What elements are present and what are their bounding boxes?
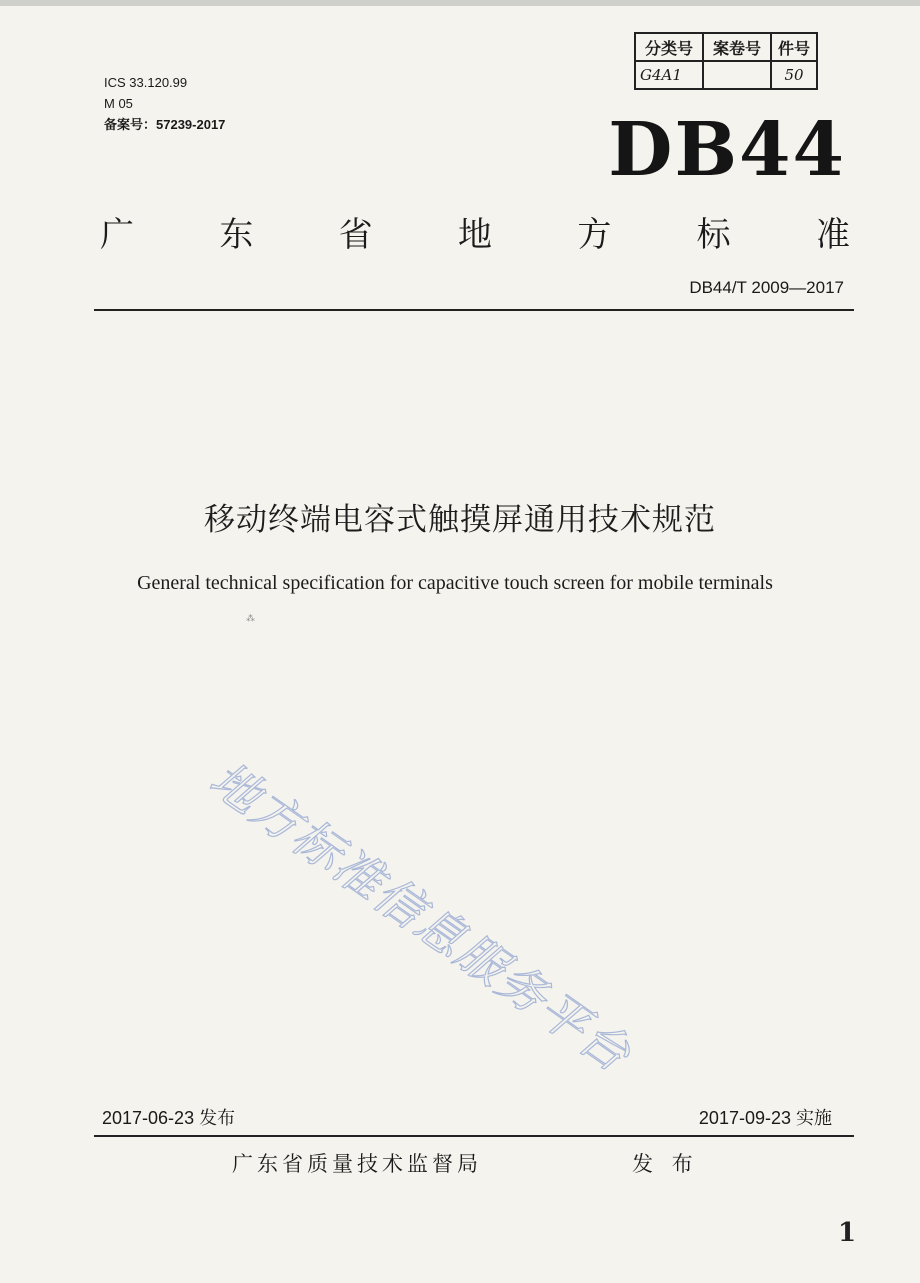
ics-code: ICS 33.120.99 xyxy=(104,75,188,90)
title-char: 标 xyxy=(696,215,731,255)
filing-number: 备案号：57239-2017 xyxy=(104,117,226,132)
standard-type-title xyxy=(100,212,850,258)
title-char: 方 xyxy=(577,215,612,255)
classification-block xyxy=(104,72,225,135)
document-title-english: General technical specification for capacitive touch screen for mobile terminals xyxy=(137,572,773,594)
header-divider xyxy=(94,309,854,311)
footer-divider xyxy=(94,1135,854,1137)
title-char: 准 xyxy=(815,215,850,255)
document-title-chinese: 移动终端电容式触摸屏通用技术规范 xyxy=(204,502,716,538)
ccs-code: M 05 xyxy=(104,96,133,111)
title-char: 东 xyxy=(219,215,254,255)
scan-edge xyxy=(0,0,920,6)
publish-date: 2017-06-23 发布 xyxy=(102,1108,236,1128)
title-char: 省 xyxy=(338,215,373,255)
issue-label: 发 布 xyxy=(632,1152,699,1176)
db44-logo: DB44 xyxy=(608,107,846,193)
stamp-header-category: 分类号 xyxy=(635,33,703,61)
watermark-text: 地方标准信息服务平台 xyxy=(199,751,642,1084)
stamp-header-volume: 案卷号 xyxy=(703,33,771,61)
scan-speck: ⁂ xyxy=(246,614,255,624)
effective-date: 2017-09-23 实施 xyxy=(698,1108,832,1128)
title-char: 广 xyxy=(100,215,134,255)
page-number: 1 xyxy=(838,1218,857,1248)
stamp-header-item: 件号 xyxy=(771,33,817,61)
standard-number: DB44/T 2009—2017 xyxy=(689,278,844,297)
stamp-value-item: 50 xyxy=(771,61,817,89)
stamp-value-category: G4A1 xyxy=(635,61,703,89)
title-char: 地 xyxy=(457,215,492,255)
archive-stamp xyxy=(634,32,818,90)
issuing-authority: 广东省质量技术监督局 xyxy=(232,1152,482,1176)
stamp-value-volume xyxy=(703,61,771,89)
